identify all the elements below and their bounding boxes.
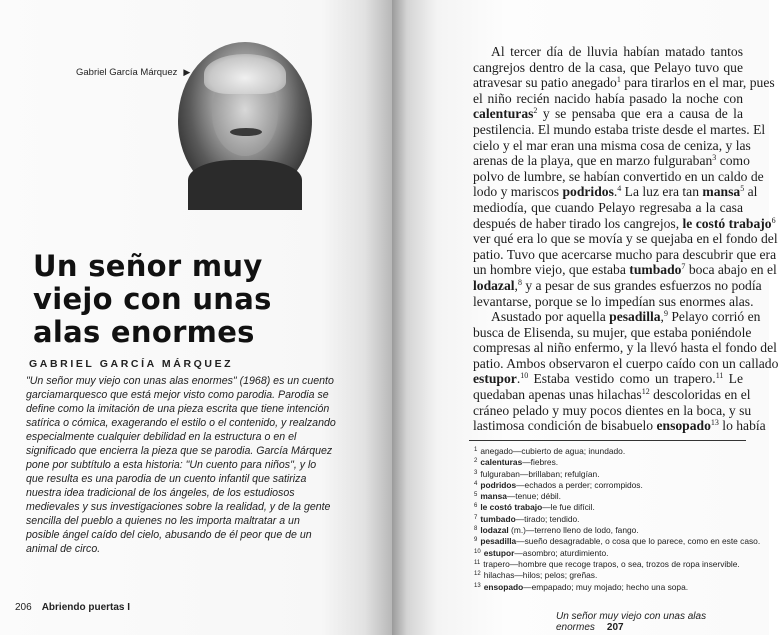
footnote-number: 10 xyxy=(474,548,481,555)
footnote-definition: —tirado; tendido. xyxy=(515,513,580,524)
book-title: Abriendo puertas I xyxy=(41,602,131,613)
text-run: patio. Ambos observaron el cuerpo caído con un callado xyxy=(473,355,778,371)
text-run: Asustado por aquella xyxy=(491,309,610,325)
footnote-definition: (m.)—terreno lleno de lodo, fango. xyxy=(508,525,639,536)
text-run: cráneo pelado y muy pocos dientes en la boca, y su xyxy=(473,402,752,418)
footnote xyxy=(474,480,760,491)
story-text xyxy=(473,44,778,434)
running-title: Un señor muy viejo con unas alas enormes xyxy=(556,611,707,633)
text-run: atravesar su patio anegado xyxy=(473,75,617,91)
footnote xyxy=(474,525,760,536)
footnote-term: podridos xyxy=(480,479,517,490)
intro-line: "Un señor muy viejo con unas alas enormes" (1968) es un cuento xyxy=(26,375,334,387)
text-run: compresas al niño enfermo, y la llevó hasta el fondo del xyxy=(473,340,777,356)
text-line xyxy=(473,340,777,356)
footnote-term: ensopado xyxy=(483,581,524,592)
text-run: levantarse, porque se lo impedían sus enormes alas. xyxy=(473,293,754,309)
text-run: al xyxy=(744,184,758,200)
footnote-number: 5 xyxy=(474,492,478,499)
footnote-term: le costó trabajo xyxy=(480,502,543,513)
text-run: Pelayo corrió en xyxy=(667,309,761,325)
text-line xyxy=(473,371,743,387)
footnote-ref: 7 xyxy=(681,262,686,272)
footnote-number: 1 xyxy=(474,447,478,453)
text-line xyxy=(473,215,776,232)
footnote-ref: 8 xyxy=(517,277,522,287)
text-line xyxy=(473,309,761,325)
footnote-definition: —brillaban; refulgían. xyxy=(519,468,600,479)
footnote-term: mansa xyxy=(480,491,507,502)
text-line xyxy=(473,106,743,122)
footnote-ref: 10 xyxy=(520,371,529,381)
footnote-term: hilachas xyxy=(483,570,515,581)
story-title xyxy=(33,250,272,349)
intro-line: posible ángel caído del cielo, abusando de él peor que de un xyxy=(26,529,312,541)
footnote-term: fulguraban xyxy=(480,468,520,479)
glossed-term: estupor xyxy=(473,371,517,387)
intro-line: que resulta es una parodia de un cuento infantil que satiriza xyxy=(26,473,307,485)
text-line xyxy=(473,246,777,263)
text-run: busca de Elisenda, su mujer, que estaba poniéndole xyxy=(473,324,752,340)
title-line: alas enormes xyxy=(33,315,255,349)
text-run: , xyxy=(514,277,518,293)
intro-line: sencilla del pueblo a quienes no les importa maltratar a un xyxy=(26,515,300,527)
glossed-term: ensopado xyxy=(656,418,711,434)
footnote-definition: —fiebres. xyxy=(522,457,559,468)
text-line xyxy=(473,60,743,76)
footnote-definition: —cubierto de agua; inundado. xyxy=(512,446,626,456)
text-run: para tirarlos en el mar, pues xyxy=(620,75,775,91)
left-footer xyxy=(15,602,130,613)
footnote xyxy=(474,582,760,593)
footnote-term: trapero xyxy=(483,558,510,569)
page-number: 207 xyxy=(606,622,624,633)
intro-line: define como la imitación de una pieza escrita que tiene intención xyxy=(26,403,330,415)
text-run: polvo de lumbre, se habían convertido en un caldo de xyxy=(473,168,764,184)
text-run: Le xyxy=(723,371,743,387)
text-run: y a pesar de sus grandes esfuerzos no podía xyxy=(521,277,762,293)
text-line xyxy=(473,324,752,341)
title-line: Un señor muy xyxy=(33,249,263,283)
intro-line: satírica o cómica, exagerando el estilo o el contenido, y realzando xyxy=(26,417,336,429)
title-line: viejo con unas xyxy=(33,282,272,316)
footnote-definition: —hombre que recoge trapos, o sea, trozos de ropa inservible. xyxy=(509,558,740,569)
text-run: , xyxy=(660,309,664,325)
text-run: después de haber tirado los cangrejos, xyxy=(473,215,683,231)
text-line xyxy=(473,418,766,434)
text-line xyxy=(473,168,764,185)
footnote xyxy=(474,536,760,547)
text-run: y se pensaba que era a causa de la xyxy=(537,106,743,122)
intro-paragraph xyxy=(26,374,336,556)
text-run: cangrejos dentro de la casa, que Pelayo tuvo que xyxy=(473,59,743,75)
footnote-number: 12 xyxy=(474,571,481,578)
text-run: un hombre viejo, que estaba xyxy=(473,262,630,278)
text-line xyxy=(473,387,751,403)
text-run: lastimosa condición de bisabuelo xyxy=(473,418,657,434)
text-run: . xyxy=(516,371,521,387)
footnote-ref: 2 xyxy=(533,106,538,116)
footnote-ref: 1 xyxy=(616,75,621,85)
footnote-number: 13 xyxy=(474,582,481,589)
intro-line: garciamarquesco que está mejor visto como parodia. Parodia se xyxy=(26,389,329,401)
text-run: La luz era tan xyxy=(621,184,703,200)
footnote-definition: —tenue; débil. xyxy=(506,491,561,502)
text-run: patio. Tuvo que acercarse mucho para descubrir que era xyxy=(473,246,777,262)
caption-arrow-icon: ▶ xyxy=(183,67,191,77)
footnote xyxy=(474,457,760,468)
glossed-term: calenturas xyxy=(473,106,534,122)
intro-line: especialmente cualquier debilidad en la estructura o en el xyxy=(26,431,297,443)
footnote-term: tumbado xyxy=(480,513,516,524)
intro-line: significado que encierra la pieza que se parodia. García Márquez xyxy=(26,445,333,457)
text-line xyxy=(473,137,751,154)
text-run: cielo y el mar eran una misma cosa de ceniza, y las xyxy=(473,137,751,153)
footnote xyxy=(474,469,760,480)
text-run: el niño recién nacido había pasado la noche con xyxy=(473,90,743,106)
footnote-definition: —echados a perder; corrompidos. xyxy=(516,479,643,490)
text-line xyxy=(473,44,743,60)
text-run: quedaban apenas unas hilachas xyxy=(473,387,642,403)
glossed-term: tumbado xyxy=(629,262,682,278)
text-line xyxy=(473,355,778,372)
footnote xyxy=(474,570,760,581)
text-line xyxy=(473,231,778,247)
footnote-number: 11 xyxy=(474,559,481,566)
footnote-number: 4 xyxy=(474,480,478,487)
text-line xyxy=(473,262,777,278)
text-line xyxy=(473,91,743,107)
author-name: GABRIEL GARCÍA MÁRQUEZ xyxy=(29,358,234,370)
footnote-number: 9 xyxy=(474,537,478,544)
glossed-term: lodazal xyxy=(473,277,515,293)
footnote xyxy=(474,502,760,513)
text-run: lodo y mariscos xyxy=(473,184,563,200)
footnote-number: 8 xyxy=(474,526,478,533)
footnote-ref: 12 xyxy=(641,387,650,397)
footnote-ref: 3 xyxy=(712,153,717,163)
text-line xyxy=(473,293,754,310)
text-run: como xyxy=(716,153,750,169)
text-line xyxy=(473,277,762,294)
footnote-ref: 9 xyxy=(663,309,668,319)
text-line xyxy=(473,121,766,138)
footnote-term: calenturas xyxy=(480,457,523,468)
page-number: 206 xyxy=(15,602,32,613)
text-line xyxy=(473,184,758,200)
footnote-ref: 11 xyxy=(715,371,724,381)
footnote xyxy=(474,446,760,457)
photo-caption xyxy=(76,67,190,78)
text-line xyxy=(473,153,750,169)
text-run: . xyxy=(613,184,618,200)
glossed-term: podridos xyxy=(562,184,614,200)
text-run: mediodía, que cuando Pelayo regresaba a la casa xyxy=(473,199,743,215)
footnote-term: pesadilla xyxy=(480,536,517,547)
footnote xyxy=(474,491,760,502)
intro-line: nuestra idea tradicional de los ángeles, de los estudiosos xyxy=(26,487,295,499)
footnote-definition: —asombro; aturdimiento. xyxy=(514,547,609,558)
footnote-definition: —le fue difícil. xyxy=(542,502,595,513)
intro-line: animal de circo. xyxy=(26,543,101,555)
text-run: ver qué era lo que se movía y se quejaba en el fondo del xyxy=(473,231,778,247)
footnotes xyxy=(474,446,760,593)
text-run: descoloridas en el xyxy=(649,387,751,403)
text-run: Estaba vestido como un trapero. xyxy=(528,371,716,387)
glossed-term: mansa xyxy=(702,184,741,200)
footnote-term: anegado xyxy=(480,446,513,456)
text-run: Al tercer día de lluvia habían matado tantos xyxy=(491,44,743,59)
footnote-definition: —hilos; pelos; greñas. xyxy=(514,570,598,581)
footnote-term: estupor xyxy=(483,547,515,558)
footnote-ref: 5 xyxy=(740,184,745,194)
author-portrait xyxy=(178,42,312,200)
text-run: arenas de la playa, que en marzo fulguraban xyxy=(473,153,713,169)
text-line xyxy=(473,200,743,216)
footnote-number: 3 xyxy=(474,469,478,476)
footnote-ref: 13 xyxy=(710,418,719,428)
text-run: lo había xyxy=(718,418,766,434)
text-run: boca abajo en el xyxy=(685,262,777,278)
footnote-ref: 4 xyxy=(617,184,622,194)
right-footer xyxy=(556,611,769,633)
text-run: pestilencia. El mundo estaba triste desde el martes. El xyxy=(473,121,766,137)
glossed-term: pesadilla xyxy=(609,309,661,325)
intro-line: medievales y sus investigaciones sobre la realidad, y de la gente xyxy=(26,501,331,513)
footnote-term: lodazal xyxy=(480,525,509,536)
footnote xyxy=(474,514,760,525)
footnote-ref: 6 xyxy=(771,215,776,225)
footnote-divider xyxy=(469,440,746,441)
intro-line: pone por subtítulo a esta historia: "Un cuento para niños", y lo xyxy=(26,459,317,471)
footnote-definition: —empapado; muy mojado; hecho una sopa. xyxy=(523,581,689,592)
footnote-definition: —sueño desagradable, o cosa que lo parece, como en este caso. xyxy=(516,536,761,547)
caption-text: Gabriel García Márquez xyxy=(76,67,178,78)
glossed-term: le costó trabajo xyxy=(682,215,772,231)
text-line xyxy=(473,402,752,419)
text-line xyxy=(473,75,775,91)
footnote-number: 2 xyxy=(474,458,478,465)
footnote xyxy=(474,548,760,559)
footnote xyxy=(474,559,760,570)
footnote-number: 7 xyxy=(474,514,478,521)
footnote-number: 6 xyxy=(474,503,478,510)
